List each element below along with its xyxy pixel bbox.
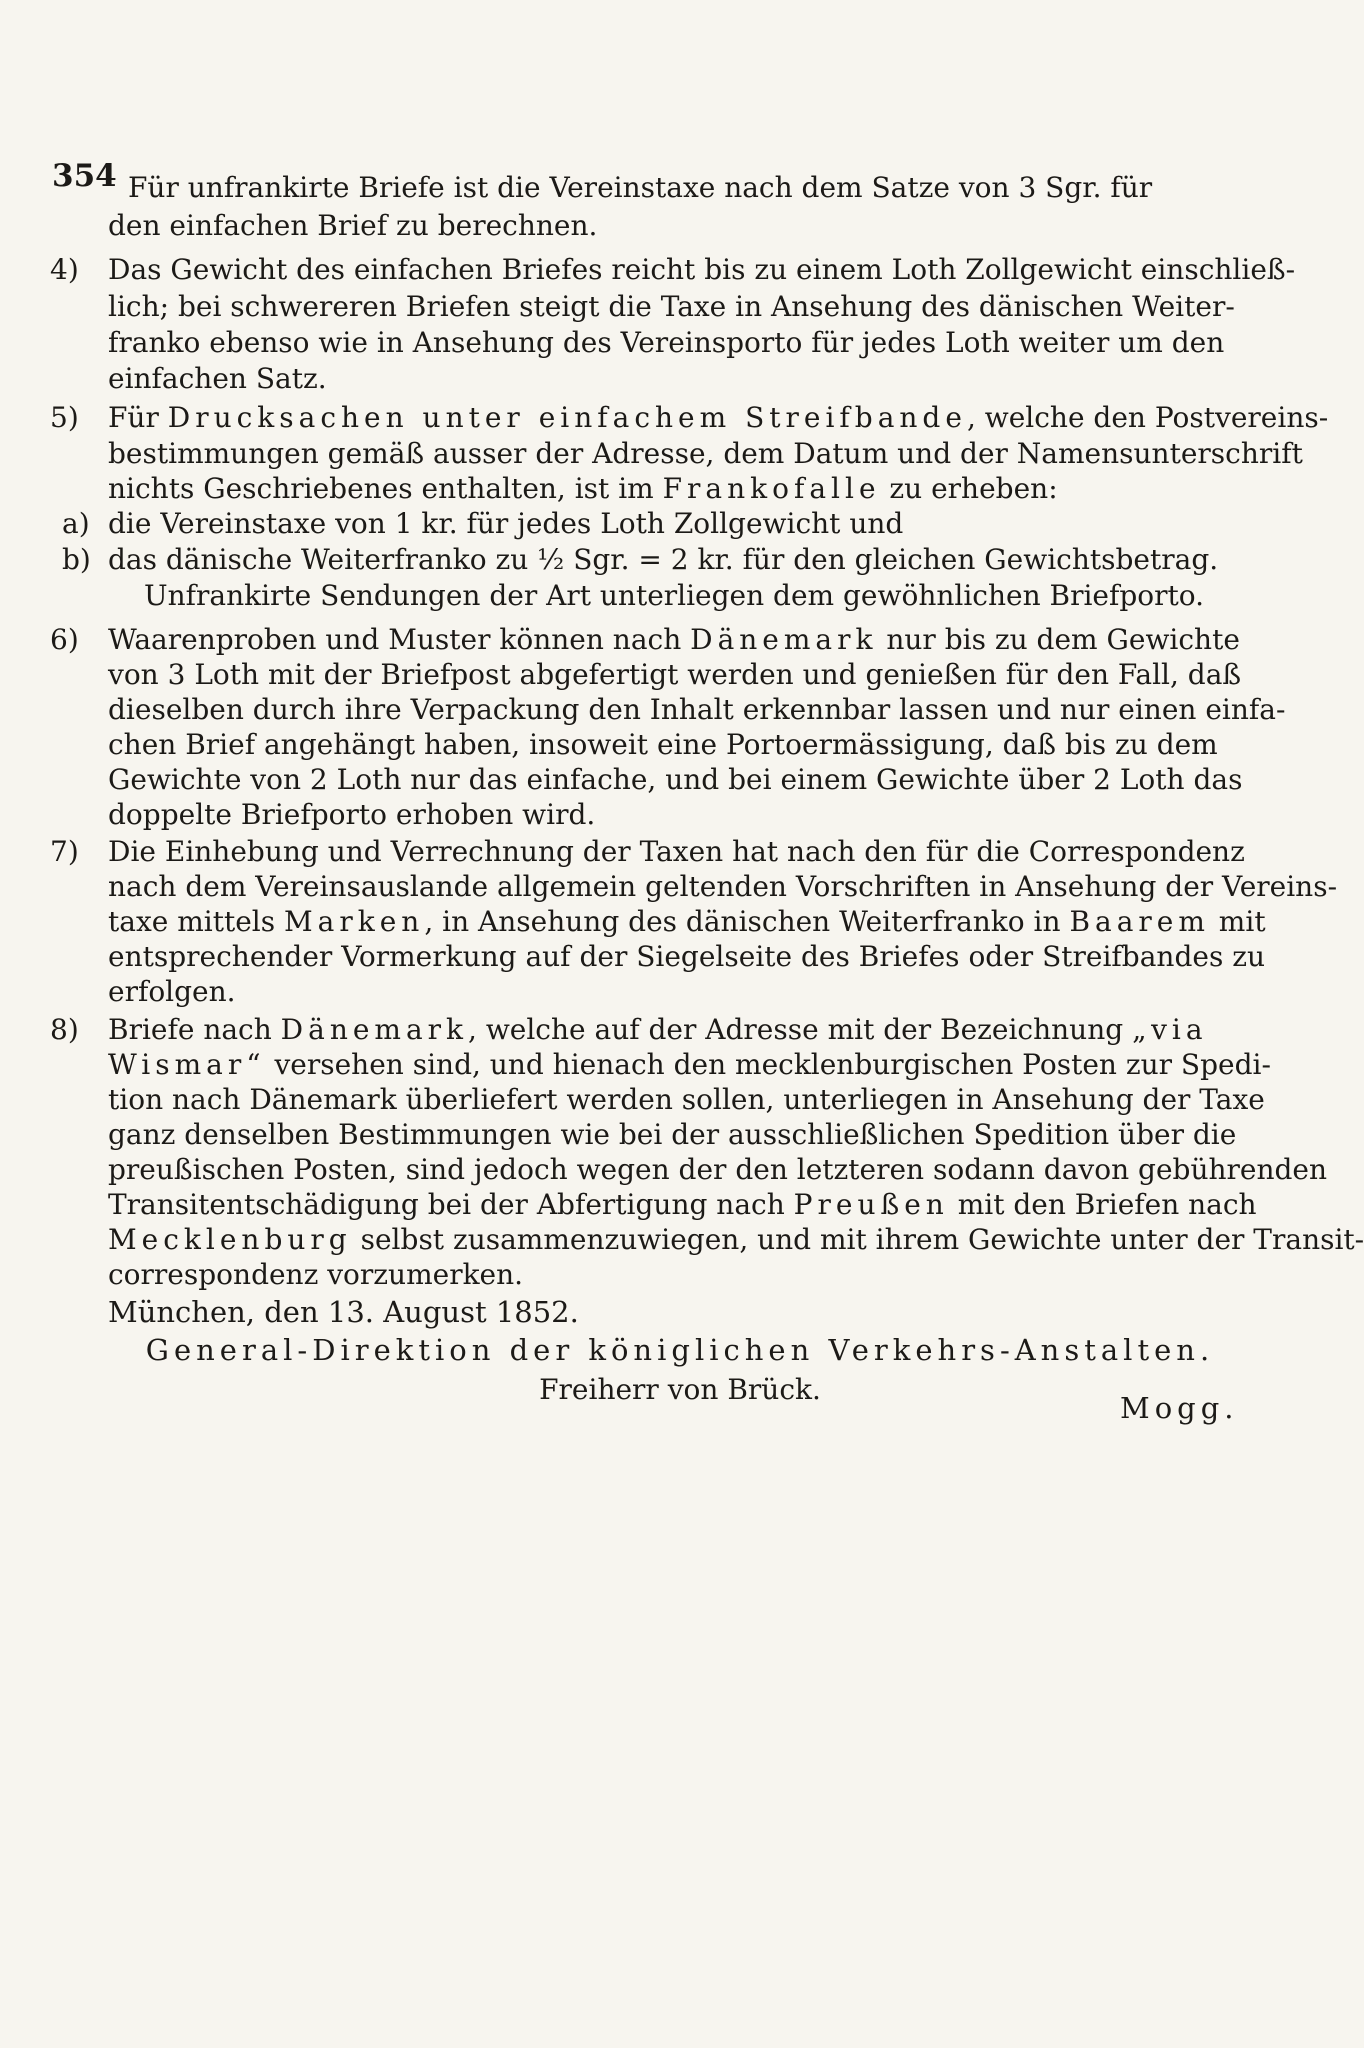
item8-line-1-spaced-2: „via — [1132, 1013, 1208, 1046]
item8-line-2-b: versehen sind, und hienach den mecklenburgischen Posten zur Spedi- — [265, 1048, 1271, 1081]
item8-line-1-spaced-1: Dänemark — [280, 1013, 469, 1046]
item8-line-7 — [108, 1220, 1364, 1260]
countersignature: Mogg. — [1120, 1391, 1239, 1425]
item8-line-8: correspondenz vorzumerken. — [108, 1258, 524, 1291]
item5-sub-a: die Vereinstaxe von 1 kr. für jedes Loth Zollgewicht und — [108, 507, 904, 540]
intro-line-2: den einfachen Brief zu berechnen. — [108, 209, 598, 242]
item5-sub-b: das dänische Weiterfranko zu ½ Sgr. = 2 kr. für den gleichen Gewichtsbetrag. — [108, 543, 1219, 576]
item5-line-3-spaced: Frankofalle — [662, 472, 881, 505]
item7-line-3-spaced-2: Baarem — [1069, 905, 1210, 938]
item6-line-1 — [108, 620, 1270, 660]
item7-line-3 — [108, 902, 1270, 942]
item8-line-6-b: mit den Briefen nach — [948, 1188, 1257, 1221]
item4-line-2: lich; bei schwereren Briefen steigt die Taxe in Ansehung des dänischen Weiter- — [108, 290, 1235, 323]
item8-line-5: preußischen Posten, sind jedoch wegen der den letzteren sodann davon gebührenden — [108, 1153, 1328, 1186]
item4-line-3: franko ebenso wie in Ansehung des Vereinsporto für jedes Loth weiter um den — [108, 326, 1225, 359]
item8-line-3: tion nach Dänemark überliefert werden sollen, unterliegen in Ansehung der Taxe — [108, 1083, 1265, 1116]
item6-line-5: Gewichte von 2 Loth nur das einfache, und bei einem Gewichte über 2 Loth das — [108, 763, 1243, 796]
item8-line-6-a: Transitentschädigung bei der Abfertigung nach — [108, 1188, 794, 1221]
item4-number: 4) — [50, 253, 79, 286]
item5-number: 5) — [50, 401, 79, 434]
item8-number: 8) — [50, 1013, 79, 1046]
item7-line-3-c: mit — [1209, 905, 1266, 938]
item8-line-7-b: selbst zusammenzuwiegen, und mit ihrem Gewichte unter der Transit- — [351, 1223, 1364, 1256]
item5-sub-b-label: b) — [62, 543, 91, 576]
item5-line-2: bestimmungen gemäß ausser der Adresse, dem Datum und der Namensunterschrift — [108, 437, 1303, 470]
item7-line-2: nach dem Vereinsauslande allgemein geltenden Vorschriften in Ansehung der Vereins- — [108, 870, 1338, 903]
item6-line-2: von 3 Loth mit der Briefpost abgefertigt werden und genießen für den Fall, daß — [108, 658, 1242, 691]
item5-line-1-spaced: Drucksachen unter einfachem Streifbande — [167, 401, 967, 434]
item6-line-6: doppelte Briefporto erhoben wird. — [108, 798, 596, 831]
item6-line-1-a: Waarenproben und Muster können nach — [108, 623, 691, 656]
item7-line-3-spaced-1: Marken — [284, 905, 425, 938]
item8-line-1-a: Briefe nach — [108, 1013, 281, 1046]
item5-sub-a-label: a) — [62, 507, 90, 540]
item5-line-3 — [108, 469, 1270, 509]
page-number: 354 — [52, 158, 117, 194]
item5-note: Unfrankirte Sendungen der Art unterliegen dem gewöhnlichen Briefporto. — [144, 579, 1205, 612]
date-line: München, den 13. August 1852. — [108, 1295, 579, 1329]
item8-line-2 — [108, 1045, 1270, 1085]
item6-line-1-spaced: Dänemark — [690, 623, 878, 656]
item8-line-6 — [108, 1185, 1270, 1225]
item6-line-3: dieselben durch ihre Verpackung den Inhalt erkennbar lassen und nur einen einfa- — [108, 693, 1286, 726]
item6-line-1-b: nur bis zu dem Gewichte — [877, 623, 1240, 656]
item7-line-3-a: taxe mittels — [108, 905, 285, 938]
item4-line-4: einfachen Satz. — [108, 362, 327, 395]
item6-number: 6) — [50, 623, 79, 656]
item7-line-4: entsprechender Vormerkung auf der Siegelseite des Briefes oder Streifbandes zu — [108, 940, 1265, 973]
item8-line-6-spaced: Preußen — [793, 1188, 949, 1221]
item5-line-3-b: zu erheben: — [880, 472, 1058, 505]
item8-line-1 — [108, 1010, 1270, 1050]
item8-line-1-b: , welche auf der Adresse mit der Bezeichnung — [468, 1013, 1133, 1046]
item5-line-1-b: , welche den Postvereins- — [966, 401, 1329, 434]
item7-line-3-b: , in Ansehung des dänischen Weiterfranko in — [424, 905, 1070, 938]
item7-line-5: erfolgen. — [108, 975, 236, 1008]
item4-line-1: Das Gewicht des einfachen Briefes reicht bis zu einem Loth Zollgewicht einschließ- — [108, 253, 1296, 286]
intro-line-1: Für unfrankirte Briefe ist die Vereinstaxe nach dem Satze von 3 Sgr. für — [128, 171, 1153, 204]
item6-line-4: chen Brief angehängt haben, insoweit eine Portoermässigung, daß bis zu dem — [108, 728, 1218, 761]
issuing-authority: General-Direktion der königlichen Verkehrs-Anstalten. — [145, 1333, 1215, 1367]
item5-line-1-a: Für — [108, 401, 168, 434]
item8-line-7-spaced: Mecklenburg — [108, 1223, 352, 1256]
item5-line-3-a: nichts Geschriebenes enthalten, ist im — [108, 472, 663, 505]
item8-line-2-spaced: Wismar“ — [108, 1048, 266, 1081]
item8-line-4: ganz denselben Bestimmungen wie bei der ausschließlichen Spedition über die — [108, 1118, 1237, 1151]
item7-line-1: Die Einhebung und Verrechnung der Taxen hat nach den für die Correspondenz — [108, 835, 1245, 868]
item7-number: 7) — [50, 835, 79, 868]
item5-line-1 — [108, 398, 1329, 438]
signer: Freiherr von Brück. — [539, 1373, 821, 1406]
